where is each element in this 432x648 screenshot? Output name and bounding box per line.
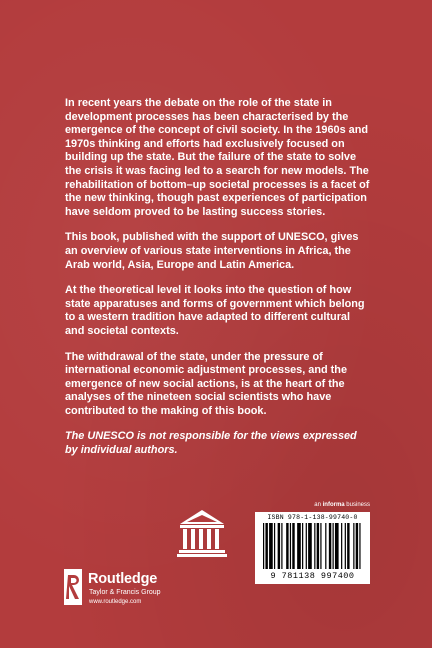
tag-brand: informa: [322, 502, 345, 508]
tag-suffix: business: [344, 502, 370, 508]
blurb-paragraph-4: The withdrawal of the state, under the pressure of international economic adjustment processes, and the emergence of new social actions, is at the heart of the analyses of the nineteen social scientists who have contributed to the making of this book.: [65, 350, 348, 417]
unesco-disclaimer: The UNESCO is not responsible for the views expressed by individual authors.: [65, 430, 357, 457]
routledge-r-icon: [64, 569, 82, 605]
blurb-text: [65, 97, 370, 470]
tag-prefix: an: [314, 502, 323, 508]
isbn-barcode: [255, 512, 370, 584]
isbn-number: ISBN 978-1-138-99740-0: [267, 514, 358, 521]
routledge-group: Taylor & Francis Group: [89, 589, 161, 596]
barcode-icon: [263, 523, 363, 569]
barcode-digits: 9 781138 997400: [270, 571, 355, 581]
blurb-paragraph-2: This book, published with the support of UNESCO, gives an overview of various state interventions in Africa, the Arab world, Asia, Europe and Latin America.: [65, 231, 359, 271]
routledge-name: Routledge: [88, 571, 158, 587]
blurb-paragraph-3: At the theoretical level it looks into the question of how state apparatuses and forms of government which belong to a western tradition have adapted to different cultural and societal contexts.: [65, 284, 365, 337]
blurb-paragraph-1: In recent years the debate on the role of the state in development processes has been characterised by the emergence of the concept of civil society. In the 1960s and 1970s thinking and efforts had exclusively focused on building up the state. But the failure of the state to solve the crisis it was facing led to a search for new models. The rehabilitation of bottom–up societal processes is a facet of the new thinking, though past experiences of participation have seldom proved to be lasting success stories.: [65, 97, 370, 218]
informa-business-tag: [314, 502, 370, 508]
routledge-url: www.routledge.com: [89, 599, 142, 605]
routledge-logo: [64, 569, 204, 609]
unesco-temple-icon: [177, 508, 227, 572]
